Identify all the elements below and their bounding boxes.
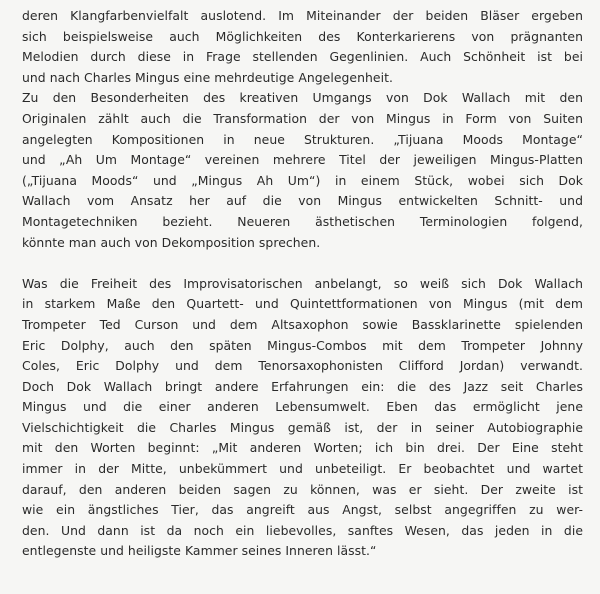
text-line: Melodien durch diese in Frage stellenden Gegenlinien. Auch Schönheit ist bei (22, 49, 583, 65)
paragraph-1 (22, 6, 583, 88)
text-page (22, 6, 583, 562)
text-line: angelegten Kompositionen in neue Strukturen. „Tijuana Moods Montage“ (22, 131, 583, 147)
text-line: Vielschichtigkeit die Charles Mingus gemäß ist, der in seiner Autobiographie (22, 419, 583, 435)
text-line: Originalen zählt auch die Transformation der von Mingus in Form von Suiten (22, 110, 583, 126)
paragraph-2 (22, 88, 583, 253)
text-line: Wallach vom Ansatz her auf die von Mingus entwickelten Schnitt- und (22, 193, 583, 209)
text-line: („Tijuana Moods“ und „Mingus Ah Um“) in einem Stück, wobei sich Dok (22, 172, 583, 188)
text-line: darauf, den anderen beiden sagen zu können, was er sieht. Der zweite ist (22, 481, 583, 497)
text-line: Montagetechniken bezieht. Neueren ästhetischen Terminologien folgend, (22, 213, 583, 229)
text-line: Doch Dok Wallach bringt andere Erfahrungen ein: die des Jazz seit Charles (22, 378, 583, 394)
text-line: Coles, Eric Dolphy und dem Tenorsaxophonisten Clifford Jordan) verwandt. (22, 358, 583, 374)
text-line: deren Klangfarbenvielfalt auslotend. Im Miteinander der beiden Bläser ergeben (22, 8, 583, 23)
text-line: und „Ah Um Montage“ vereinen mehrere Titel der jeweiligen Mingus-Platten (22, 152, 583, 168)
paragraph-3 (22, 274, 583, 562)
text-line: Was die Freiheit des Improvisatorischen anbelangt, so weiß sich Dok Wallach (22, 275, 583, 291)
text-line: wie ein ängstliches Tier, das angreift aus Angst, selbst angegriffen zu wer- (22, 502, 583, 518)
text-line: sich beispielsweise auch Möglichkeiten des Konterkarierens von prägnanten (22, 28, 583, 44)
text-line: mit den Worten beginnt: „Mit anderen Worten; ich bin drei. Der Eine steht (22, 440, 583, 456)
text-line: und nach Charles Mingus eine mehrdeutige Angelegenheit. (22, 69, 393, 85)
text-line: Mingus und die einer anderen Lebensumwelt. Eben das ermöglicht jene (22, 399, 583, 415)
paragraph-gap (22, 253, 583, 274)
text-line: Eric Dolphy, auch den späten Mingus-Combos mit dem Trompeter Johnny (22, 337, 583, 353)
text-line: könnte man auch von Dekomposition sprechen. (22, 234, 321, 250)
text-line: den. Und dann ist da noch ein liebevolles, sanftes Wesen, das jeden in die (22, 522, 583, 538)
text-line: Trompeter Ted Curson und dem Altsaxophon sowie Bassklarinette spielenden (22, 316, 583, 332)
text-line: immer in der Mitte, unbekümmert und unbeteiligt. Er beobachtet und wartet (22, 461, 583, 477)
text-line: in starkem Maße den Quartett- und Quintettformationen von Mingus (mit dem (22, 296, 583, 312)
text-line: Zu den Besonderheiten des kreativen Umgangs von Dok Wallach mit den (22, 90, 583, 106)
text-line: entlegenste und heiligste Kammer seines Inneren lässt.“ (22, 543, 377, 559)
